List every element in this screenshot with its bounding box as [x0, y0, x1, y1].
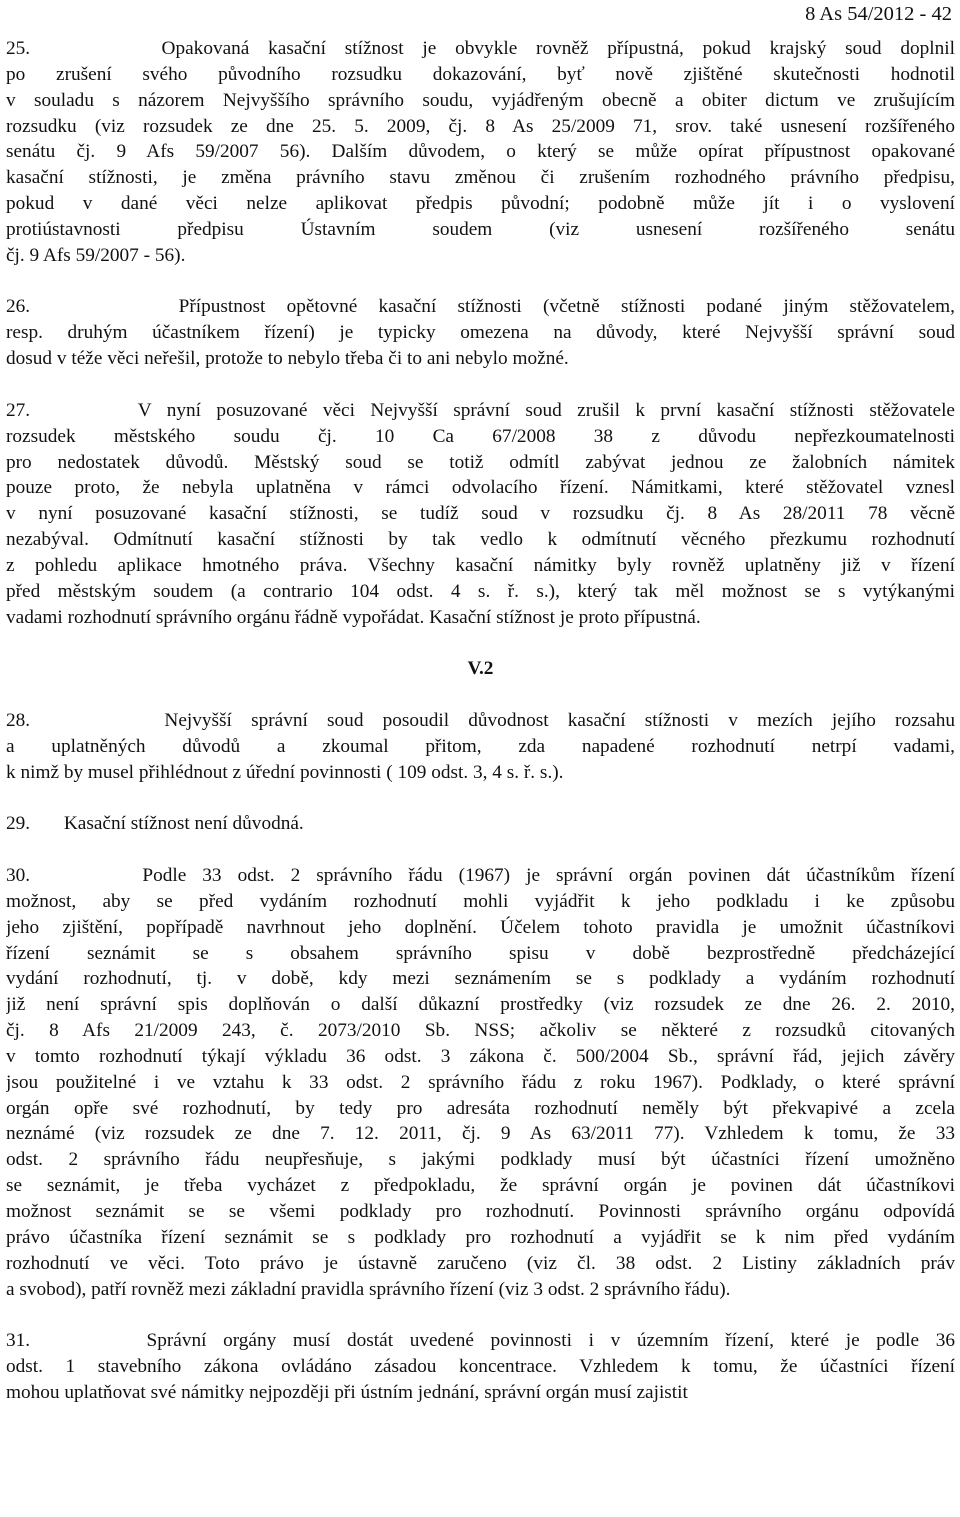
text-line: možnost seznámit se se všemi podklady pro rozhodnutí. Povinnosti správního orgánu odpovídá: [6, 1200, 955, 1222]
text-line: 30. Podle 33 odst. 2 správního řádu (1967) je správní orgán povinen dát účastníkům řízení: [6, 865, 955, 886]
text-line: čj. 9 Afs 59/2007 - 56).: [6, 244, 186, 266]
paragraph-gap: [6, 1302, 955, 1328]
text-line: neznámé (viz rozsudek ze dne 7. 12. 2011, čj. 9 As 63/2011 77). Vzhledem k tomu, že 33: [6, 1123, 955, 1145]
text-line: pouze proto, že nebyla uplatněna v rámci odvolacího řízení. Námitkami, které stěžovatel vznesl: [6, 477, 955, 499]
text-line: rozhodnutí ve věci. Toto právo je ústavně zaručeno (viz čl. 38 odst. 2 Listiny základních práv: [6, 1252, 955, 1274]
paragraph-p26: [6, 294, 955, 372]
text-line: 29. Kasační stížnost není důvodná.: [6, 813, 304, 835]
text-line: v nyní posuzované kasační stížnosti, se tudíž soud v rozsudku čj. 8 As 28/2011 78 věcně: [6, 503, 955, 525]
section-heading: [6, 656, 955, 682]
text-line: 26. Přípustnost opětovné kasační stížnosti (včetně stížnosti podané jiným stěžovatelem,: [6, 296, 955, 318]
text-line: vadami rozhodnutí správního orgánu řádně vypořádat. Kasační stížnost je proto přípustná.: [6, 606, 701, 628]
paragraph-gap: [6, 837, 955, 863]
text-line: mohou uplatňovat své námitky nejpozději při ústním jednání, správní orgán musí zajistit: [6, 1381, 688, 1403]
text-line: senátu čj. 9 Afs 59/2007 56). Dalším důvodem, o který se může opírat přípustnost opakované: [6, 141, 955, 163]
text-line: 25. Opakovaná kasační stížnost je obvykle rovněž přípustná, pokud krajský soud doplnil: [6, 38, 955, 59]
text-line: čj. 8 Afs 21/2009 243, č. 2073/2010 Sb. NSS; ačkoliv se některé z rozsudků citovaných: [6, 1020, 955, 1042]
text-line: dosud v téže věci neřešil, protože to nebylo třeba či to ani nebylo možné.: [6, 348, 569, 370]
paragraph-p27: [6, 398, 955, 631]
text-line: pokud v dané věci nelze aplikovat předpis původní; podobně může jít i o vyslovení: [6, 193, 955, 215]
document-body: [6, 36, 955, 1406]
paragraph-p28: [6, 708, 955, 786]
text-line: protiústavnosti předpisu Ústavním soudem (viz usnesení rozšířeného senátu: [6, 218, 955, 240]
text-line: rozsudku (viz rozsudek ze dne 25. 5. 2009, čj. 8 As 25/2009 71, srov. také usnesení rozšířeného: [6, 115, 955, 137]
paragraph-gap: [6, 682, 955, 708]
text-line: se seznámit, je třeba vycházet z předpokladu, že správní orgán je povinen dát účastníkovi: [6, 1175, 955, 1197]
text-line: možnost, aby se před vydáním rozhodnutí mohli vyjádřit k jeho podkladu i ke způsobu: [6, 890, 955, 912]
text-line: nezabýval. Odmítnutí kasační stížnosti by tak vedlo k odmítnutí věcného přezkumu rozhodnutí: [6, 529, 955, 551]
section-heading-text: V.2: [467, 658, 494, 680]
text-line: v tomto rozhodnutí týkají výkladu 36 odst. 3 zákona č. 500/2004 Sb., správní řád, jejich závěry: [6, 1045, 955, 1067]
paragraph-gap: [6, 630, 955, 656]
text-line: z pohledu aplikace hmotného práva. Všechny kasační námitky byly rovněž uplatněny již v řízení: [6, 554, 955, 576]
text-line: 31. Správní orgány musí dostát uvedené povinnosti i v územním řízení, které je podle 36: [6, 1330, 955, 1352]
text-line: k nimž by musel přihlédnout z úřední povinnosti ( 109 odst. 3, 4 s. ř. s.).: [6, 761, 564, 783]
text-line: odst. 2 správního řádu neupřesňuje, s jakými podklady musí být účastníci řízení umožněno: [6, 1149, 955, 1171]
text-line: rozsudek městského soudu čj. 10 Ca 67/2008 38 z důvodu nepřezkoumatelnosti: [6, 425, 955, 447]
text-line: orgán opře své rozhodnutí, by tedy pro adresáta rozhodnutí neměly být překvapivé a zcela: [6, 1097, 955, 1119]
text-line: již není správní spis doplňován o další důkazní prostředky (viz rozsudek ze dne 26. 2. 2010,: [6, 994, 955, 1016]
paragraph-p31: [6, 1328, 955, 1406]
paragraph-p30: [6, 863, 955, 1302]
document-reference: 8 As 54/2012 - 42: [805, 3, 952, 25]
text-line: jsou použitelné i ve vztahu k 33 odst. 2 správního řádu z roku 1967). Podklady, o které správní: [6, 1071, 955, 1093]
text-line: odst. 1 stavebního zákona ovládáno zásadou koncentrace. Vzhledem k tomu, že účastníci řízení: [6, 1356, 955, 1378]
text-line: 27. V nyní posuzované věci Nejvyšší správní soud zrušil k první kasační stížnosti stěžovatele: [6, 399, 955, 421]
paragraph-gap: [6, 372, 955, 398]
text-line: po zrušení svého původního rozsudku dokazování, byť nově zjištěné skutečnosti hodnotil: [6, 63, 955, 85]
paragraph-gap: [6, 269, 955, 295]
paragraph-gap: [6, 785, 955, 811]
text-line: vydání rozhodnutí, tj. v době, kdy mezi seznámením se s podklady a vydáním rozhodnutí: [6, 968, 955, 990]
text-line: řízení seznámit se s obsahem správního spisu v době bezprostředně předcházející: [6, 942, 955, 964]
text-line: a uplatněných důvodů a zkoumal přitom, zda napadené rozhodnutí netrpí vadami,: [6, 735, 955, 757]
text-line: a svobod), patří rovněž mezi základní pravidla správního řízení (viz 3 odst. 2 správního řádu).: [6, 1278, 731, 1300]
text-line: resp. druhým účastníkem řízení) je typicky omezena na důvody, které Nejvyšší správní soud: [6, 322, 955, 344]
paragraph-p29: [6, 811, 955, 837]
paragraph-p25: [6, 36, 955, 269]
text-line: jeho zjištění, popřípadě navrhnout jeho doplnění. Účelem tohoto pravidla je umožnit účastníkovi: [6, 916, 955, 938]
text-line: kasační stížnosti, je změna právního stavu změnou či zrušením rozhodného právního předpisu,: [6, 167, 955, 189]
text-line: pro nedostatek důvodů. Městský soud se totiž odmítl zabývat jednou ze žalobních námitek: [6, 451, 955, 473]
text-line: před městským soudem (a contrario 104 odst. 4 s. ř. s.), který tak měl možnost se s vytýkanými: [6, 580, 955, 602]
text-line: v souladu s názorem Nejvyššího správního soudu, vyjádřeným obecně a obiter dictum ve zrušujícím: [6, 89, 955, 111]
text-line: 28. Nejvyšší správní soud posoudil důvodnost kasační stížnosti v mezích jejího rozsahu: [6, 709, 955, 731]
text-line: právo účastníka řízení seznámit se s podklady pro rozhodnutí a vyjádřit se k nim před vydáním: [6, 1226, 955, 1248]
